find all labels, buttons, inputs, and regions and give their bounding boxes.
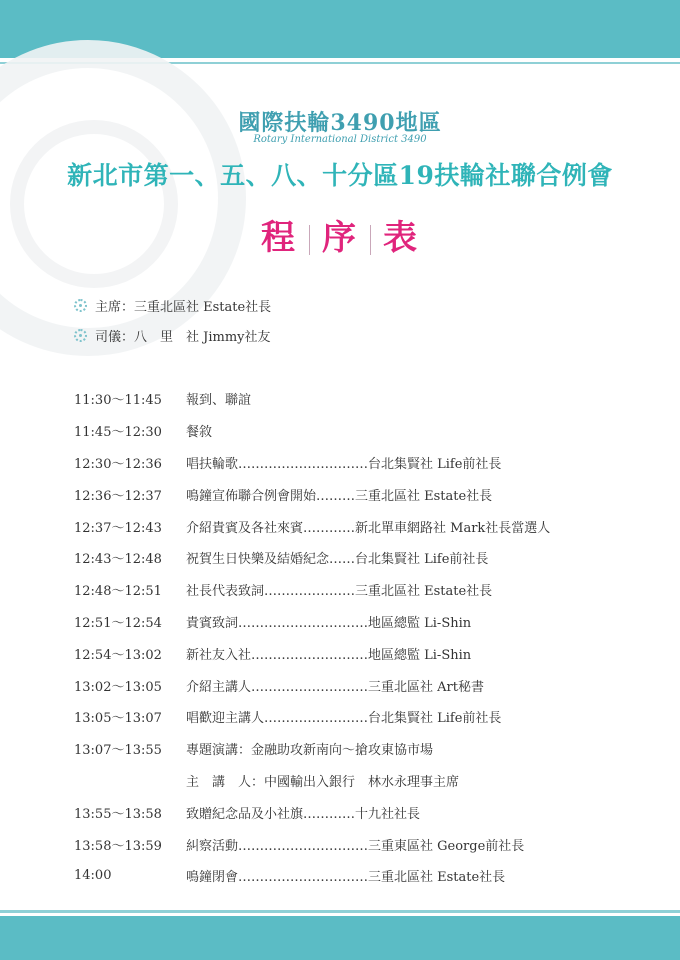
program-title-char: 序	[322, 218, 358, 258]
schedule-item: 專題演講：金融助攻新南向～搶攻東協市場	[186, 743, 434, 759]
schedule-item: 社長代表致詞…………………三重北區社 Estate社長	[186, 584, 493, 600]
schedule-time: 12:30～12:36	[74, 456, 162, 472]
schedule-item: 鳴鐘宣佈聯合例會開始………三重北區社 Estate社長	[186, 488, 493, 504]
schedule-row	[74, 796, 654, 828]
schedule-time: 13:02～13:05	[74, 679, 162, 695]
schedule-item: 主 講 人：中國輸出入銀行 林水永理事主席	[186, 774, 460, 790]
rotary-watermark-inner-icon	[10, 120, 178, 288]
schedule-time: 12:36～12:37	[74, 488, 162, 504]
schedule-row	[74, 765, 654, 797]
program-title	[0, 210, 680, 259]
dotted-circle-icon	[74, 329, 87, 342]
schedule-row	[74, 828, 654, 860]
schedule-row	[74, 733, 654, 765]
bottom-divider	[0, 910, 680, 913]
schedule-time: 13:07～13:55	[74, 743, 162, 759]
district-title: 國際扶輪3490地區	[238, 110, 442, 136]
schedule-time: 12:43～12:48	[74, 552, 162, 568]
schedule-row	[74, 510, 654, 542]
schedule-time: 11:45～12:30	[74, 425, 162, 441]
schedule-item: 介紹貴賓及各社來賓…………新北單車網路社 Mark社長當選人	[186, 520, 551, 536]
schedule-item: 糾察活動…………………………三重東區社 George前社長	[186, 838, 525, 854]
schedule-row	[74, 383, 654, 415]
role-chair	[74, 290, 271, 320]
schedule-item: 新社友入社………………………地區總監 Li-Shin	[186, 647, 472, 663]
schedule-row	[74, 669, 654, 701]
schedule-row	[74, 606, 654, 638]
schedule-item: 鳴鐘閉會…………………………三重北區社 Estate社長	[186, 870, 506, 886]
schedule-row	[74, 447, 654, 479]
schedule-row	[74, 478, 654, 510]
schedule-time: 13:55～13:58	[74, 806, 162, 822]
schedule-item: 唱扶輪歌…………………………台北集賢社 Life前社長	[186, 456, 502, 472]
dotted-circle-icon	[74, 299, 87, 312]
schedule-row	[74, 574, 654, 606]
bottom-color-band	[0, 916, 680, 960]
schedule-item: 貴賓致詞…………………………地區總監 Li-Shin	[186, 615, 472, 631]
schedule-item: 報到、聯誼	[186, 393, 252, 409]
schedule-row	[74, 637, 654, 669]
schedule-time: 14:00	[74, 868, 112, 884]
schedule-item: 致贈紀念品及小社旗…………十九社社長	[186, 806, 421, 822]
schedule-time: 12:37～12:43	[74, 520, 162, 536]
meeting-title: 新北市第一、五、八、十分區19扶輪社聯合例會	[67, 161, 613, 190]
roles-list	[74, 290, 271, 350]
schedule-item: 餐敘	[186, 425, 213, 441]
role-text: 主席：三重北區社 Estate社長	[95, 299, 272, 315]
schedule-row	[74, 701, 654, 733]
schedule-time: 13:58～13:59	[74, 838, 162, 854]
role-emcee	[74, 320, 271, 350]
schedule-time: 12:48～12:51	[74, 584, 162, 600]
role-text: 司儀：八 里 社 Jimmy社友	[95, 329, 271, 345]
schedule-time: 12:51～12:54	[74, 615, 162, 631]
schedule-time: 12:54～13:02	[74, 647, 162, 663]
district-subtitle: Rotary International District 3490	[253, 134, 427, 145]
schedule-item: 唱歡迎主講人……………………台北集賢社 Life前社長	[186, 711, 502, 727]
program-title-char: 表	[383, 218, 419, 258]
schedule-list	[74, 383, 654, 892]
program-title-char: 程	[261, 218, 297, 258]
schedule-item: 祝賀生日快樂及結婚紀念……台北集賢社 Life前社長	[186, 552, 489, 568]
schedule-item: 介紹主講人………………………三重北區社 Art秘書	[186, 679, 484, 695]
schedule-row	[74, 860, 654, 892]
schedule-row	[74, 415, 654, 447]
schedule-time: 11:30～11:45	[74, 393, 162, 409]
schedule-row	[74, 542, 654, 574]
schedule-time: 13:05～13:07	[74, 711, 162, 727]
